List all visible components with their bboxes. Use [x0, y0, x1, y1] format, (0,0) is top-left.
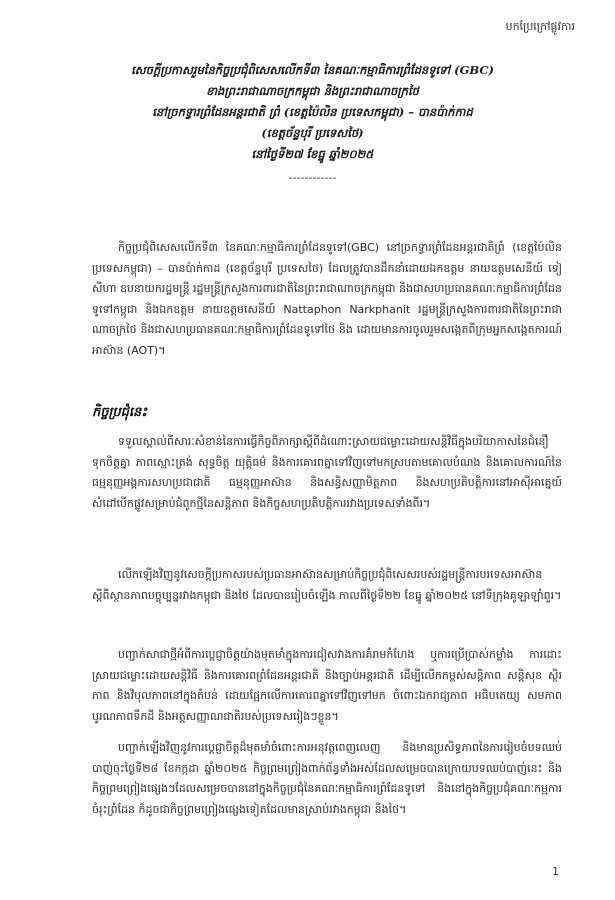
section-heading: កិច្ចប្រជុំនេះ: [92, 405, 147, 420]
section-paragraph-3: [92, 645, 562, 727]
title-divider: ------------: [288, 171, 337, 184]
title-line-2: ខាងព្រះរាជាណាចក្រកម្ពុជា និងព្រះរាជាណាចក្រថៃ: [206, 84, 419, 98]
paragraph-text: ទទួលស្គាល់ពីសារៈសំខាន់នៃការធ្វើកិច្ចពិភាក្សាស្តីពីដំណោះស្រាយជម្លោះដោយសន្តិវិធីក្នុងបរិយាកាសនៃជំនឿទុកចិត្តគ្នា ភាពស្មោះត្រង់ សុទ្ធចិត្ត យុត្តិធម៌ និងការគោរពគ្នាទៅវិញទៅមកស្របតាមគោលបំណង និងគោលការណ៍នៃធម្មនុញ្ញអង្គការសហប្រជាជាតិ ធម្មនុញ្ញអាស៊ាន និងសន្ធិសញ្ញាមិត្តភាព និងសហប្រតិបត្តិការនៅអាស៊ីអាគ្នេយ៍ សំដៅបើកផ្លូវសម្រាប់ជំពូកថ្មីនៃសន្តិភាព និងកិច្ចសហប្រតិបត្តិការរវាងប្រទេសទាំងពីរ។: [92, 435, 562, 510]
paragraph-text: បញ្ជាក់សាជាថ្មីអំពីការប្តេជ្ញាចិត្តយ៉ាងមុតមាំក្នុងការជៀសវាងការគំរាមកំហែង ឬការប្រើប្រាស់កម្លាំង ការដោះស្រាយជម្លោះដោយសន្តិវិធី និងការគោរពព្រំដែនអន្តរជាតិ និងច្បាប់អន្តរជាតិ ដើម្បីលើកកម្ពស់សន្តិភាព សន្តិសុខ ស្ថិរភាព និងវិបុលភាពនៅក្នុងតំបន់ ដោយផ្អែកលើការគោរពគ្នាទៅវិញទៅមក ចំពោះឯករាជ្យភាព អធិបតេយ្យ សមភាព បូរណភាពទឹកដី និងអត្តសញ្ញាណជាតិរបស់ប្រទេសរៀងៗខ្លួន។: [92, 648, 562, 723]
page-number: 1: [552, 865, 559, 878]
title-line-4: (ខេត្តច័ន្ទបុរី ប្រទេសថៃ): [261, 126, 364, 140]
running-head-unofficial-translation: បកប្រែក្រៅផ្លូវការ: [505, 20, 575, 33]
intro-text: កិច្ចប្រជុំពិសេសលើកទី៣ នៃគណៈកម្មាធិការព្រំដែនទូទៅ(GBC) នៅច្រកទ្វារព្រំដែនអន្តរជាតិព្រំ (ខេត្តប៉ៃលិន ប្រទេសកម្ពុជា) – បានប៉ាក់កាដ (ខេត្តច័ន្ទបុរី ប្រទេសថៃ) ដែលត្រូវបានដឹកនាំដោយឯកឧត្តម នាយឧត្តមសេនីយ៍ ទៀ សីហា ឧបនាយករដ្ឋមន្ត្រី រដ្ឋមន្ត្រីក្រសួងការពារជាតិនៃព្រះរាជាណាចក្រកម្ពុជា និងជាសហប្រធានគណៈកម្មាធិការព្រំដែនទូទៅកម្ពុជា និងឯកឧត្តម នាយឧត្តមសេនីយ៍ Nattaphon Narkphanit រដ្ឋមន្ត្រីក្រសួងការពារជាតិនៃព្រះរាជាណាចក្រថៃ និងជាសហប្រធានគណៈកម្មាធិការព្រំដែនទូទៅថៃ និង ដោយមានការចូលរួមសង្កេតពីក្រុមអ្នកសង្កេតការណ៍អាស៊ាន (AOT)។: [92, 241, 562, 357]
section-paragraph-4: [92, 738, 562, 820]
title-line-5: នៅថ្ងៃទី២៧ ខែធ្នូ ឆ្នាំ២០២៥: [251, 147, 374, 161]
paragraph-text: លើកឡើងវិញនូវសេចក្តីប្រកាសរបស់ប្រធានអាស៊ានសម្រាប់កិច្ចប្រជុំពិសេសរបស់រដ្ឋមន្ត្រីការបរទេសអាស៊ាន ស្តីពីស្ថានភាពបច្ចុប្បន្នរវាងកម្ពុជា និងថៃ ដែលបានរៀបចំឡើង កាលពីថ្ងៃទី២២ ខែធ្នូ ឆ្នាំ២០២៥ នៅទីក្រុងគូឡាឡាំពួរ។: [92, 568, 562, 602]
title-line-3: នៅច្រកទ្វារព្រំដែនអន្តរជាតិ ព្រំ (ខេត្តប៉ៃលិន ប្រទេសកម្ពុជា) – បានប៉ាក់កាដ: [152, 105, 473, 119]
intro-paragraph: [92, 238, 562, 361]
section-paragraph-2: [92, 565, 562, 606]
document-title: [70, 60, 555, 187]
title-line-1: សេចក្តីប្រកាសរួមនៃកិច្ចប្រជុំពិសេសលើកទី៣ នៃគណៈកម្មាធិការព្រំដែនទូទៅ (GBC): [131, 63, 494, 77]
paragraph-text: បញ្ជាក់ឡើងវិញនូវការប្តេជ្ញាចិត្តដ៏មុតមាំចំពោះការអនុវត្តពេញលេញ និងមានប្រសិទ្ធភាពនៃការរៀបចំបទឈប់បាញ់ចុះថ្ងៃទី២៨ ខែកក្កដា ឆ្នាំ២០២៥ កិច្ចព្រមព្រៀងពាក់ព័ន្ធទាំងអស់ដែលសម្រេចបានក្រោយបទឈប់បាញ់នេះ និងកិច្ចព្រមព្រៀងផ្សេងៗដែលសម្រេចបាននៅក្នុងកិច្ចប្រជុំនៃគណៈកម្មាធិការព្រំដែនទូទៅ និងនៅក្នុងកិច្ចប្រជុំគណៈកម្មការចំរុះព្រំដែន ក៏ដូចជាកិច្ចព្រមព្រៀងផ្សេងទៀតដែលមានស្រាប់រវាងកម្ពុជា និងថៃ។: [92, 741, 562, 816]
section-paragraph-1: [92, 432, 562, 514]
